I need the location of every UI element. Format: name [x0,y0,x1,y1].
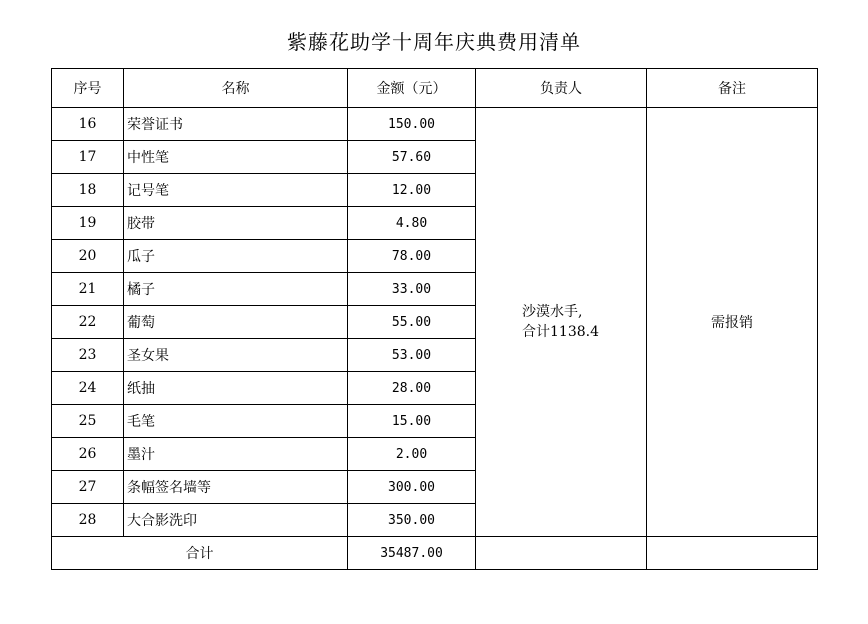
row-name: 葡萄 [124,306,348,339]
row-name: 纸抽 [124,372,348,405]
row-no: 18 [52,174,124,207]
row-amount: 2.00 [348,438,476,471]
note-cell: 需报销 [647,108,818,537]
row-no: 16 [52,108,124,141]
header-note: 备注 [647,69,818,108]
header-row [52,69,818,108]
table-body [52,108,818,570]
row-amount: 55.00 [348,306,476,339]
row-amount: 350.00 [348,504,476,537]
header-responsible: 负责人 [476,69,647,108]
row-amount: 4.80 [348,207,476,240]
total-row [52,537,818,570]
table-row [52,108,818,141]
total-label: 合计 [52,537,348,570]
row-amount: 12.00 [348,174,476,207]
row-no: 21 [52,273,124,306]
total-amount: 35487.00 [348,537,476,570]
row-name: 荣誉证书 [124,108,348,141]
row-name: 中性笔 [124,141,348,174]
responsible-subtotal: 合计1138.4 [522,324,599,340]
row-no: 24 [52,372,124,405]
row-name: 条幅签名墙等 [124,471,348,504]
row-name: 记号笔 [124,174,348,207]
row-name: 瓜子 [124,240,348,273]
row-amount: 78.00 [348,240,476,273]
row-name: 橘子 [124,273,348,306]
total-responsible-empty [476,537,647,570]
row-no: 19 [52,207,124,240]
row-amount: 53.00 [348,339,476,372]
header-name: 名称 [124,69,348,108]
document-title: 紫藤花助学十周年庆典费用清单 [287,30,581,54]
header-no: 序号 [52,69,124,108]
row-no: 28 [52,504,124,537]
row-name: 大合影洗印 [124,504,348,537]
row-no: 26 [52,438,124,471]
row-no: 17 [52,141,124,174]
row-name: 墨汁 [124,438,348,471]
row-amount: 15.00 [348,405,476,438]
row-amount: 300.00 [348,471,476,504]
row-no: 22 [52,306,124,339]
row-no: 20 [52,240,124,273]
responsible-name: 沙漠水手, [522,304,583,320]
total-note-empty [647,537,818,570]
row-no: 25 [52,405,124,438]
row-amount: 57.60 [348,141,476,174]
row-amount: 28.00 [348,372,476,405]
row-amount: 150.00 [348,108,476,141]
responsible-cell [476,108,647,537]
row-no: 23 [52,339,124,372]
header-amount: 金额（元） [348,69,476,108]
row-name: 毛笔 [124,405,348,438]
row-amount: 33.00 [348,273,476,306]
row-name: 胶带 [124,207,348,240]
row-no: 27 [52,471,124,504]
expense-table [51,68,818,570]
row-name: 圣女果 [124,339,348,372]
